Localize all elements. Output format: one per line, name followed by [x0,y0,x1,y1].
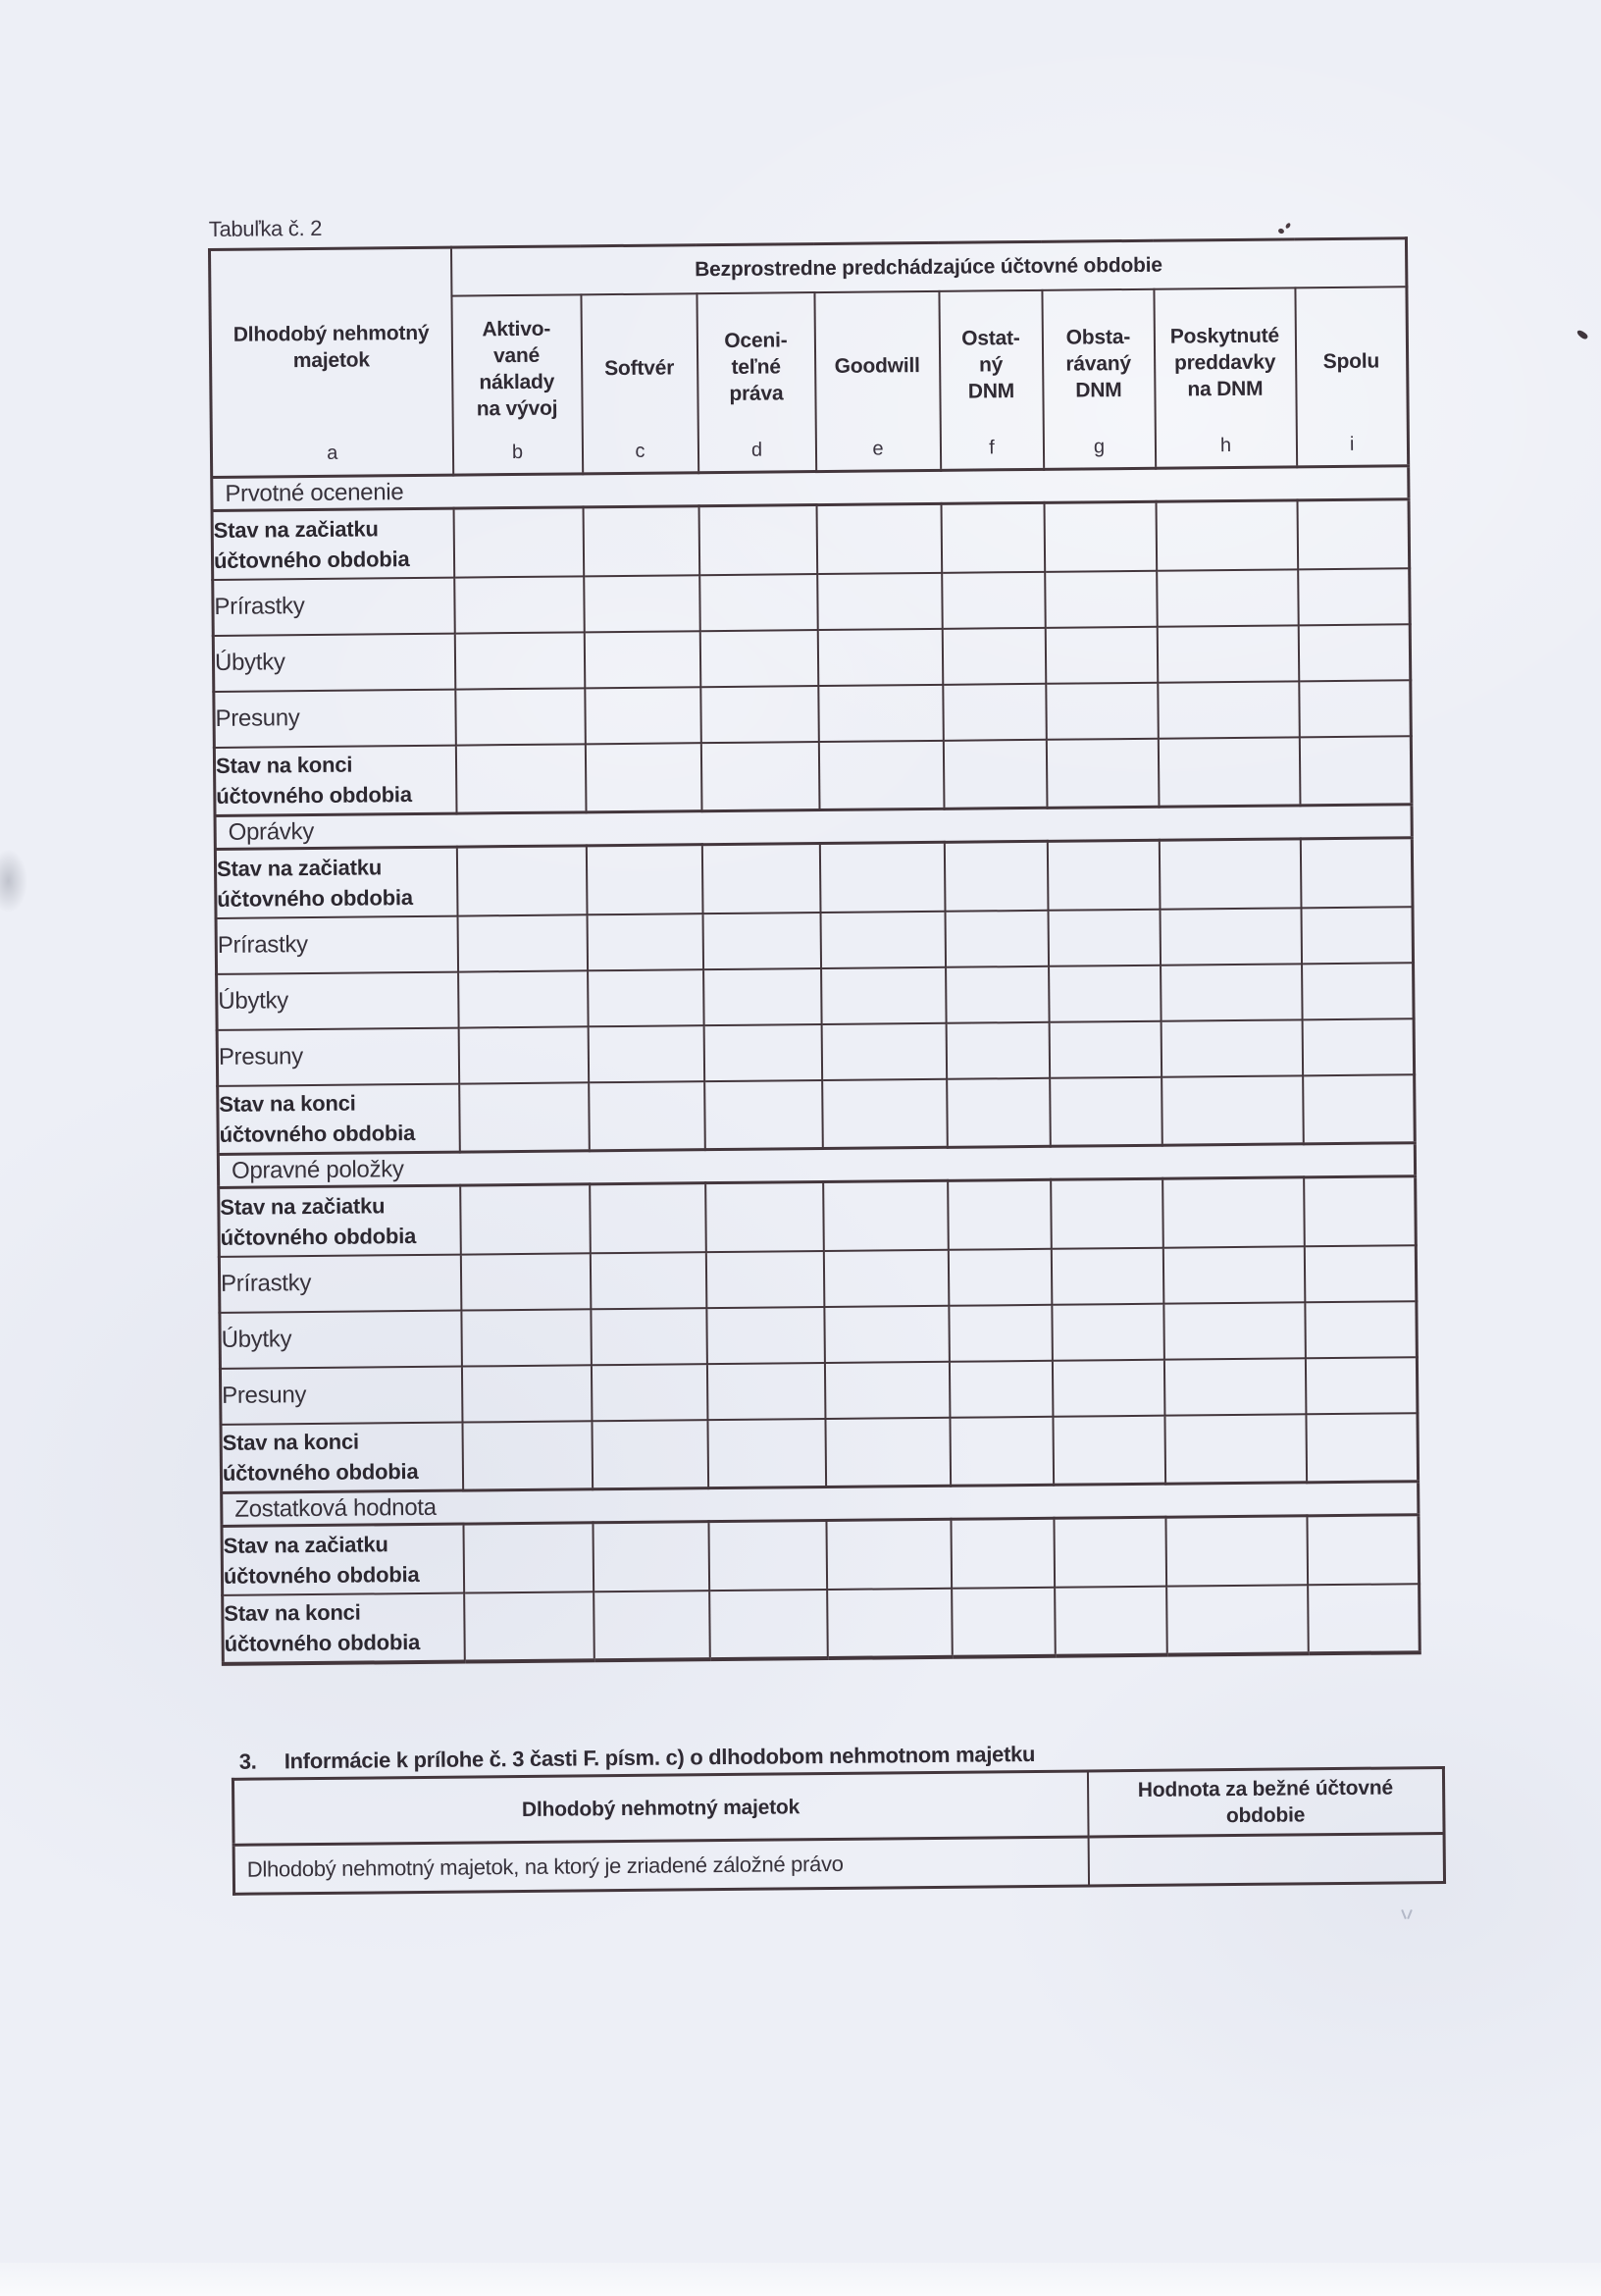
empty-cell [1161,1019,1303,1076]
scan-edge [0,2263,1601,2296]
empty-cell [593,1522,709,1592]
empty-cell [453,507,584,577]
empty-cell [1162,1177,1305,1247]
empty-cell [586,845,702,914]
empty-cell [705,1182,824,1252]
empty-cell [454,576,585,633]
row-label: Presuny [214,689,456,747]
column-letter-b: b [511,441,524,464]
empty-cell [826,1519,952,1589]
empty-cell [585,743,701,812]
empty-cell [702,913,821,969]
column-header-i [1295,287,1409,467]
row-label: Úbytky [220,1310,462,1368]
empty-cell [1297,499,1410,569]
empty-cell [594,1591,710,1660]
pledge-row-label: Dlhodobý nehmotný majetok, na ktorý je zriadené záložné právo [233,1837,1088,1894]
column-letter-c: c [635,440,646,462]
section3-heading [239,1742,1036,1775]
empty-cell [1164,1414,1307,1484]
period-header: Bezprostredne predchádzajúce účtovné obdobie [450,238,1406,296]
row-label: Stav na konci účtovného obdobia [223,1592,465,1663]
empty-cell [946,965,1050,1022]
empty-cell [947,1077,1051,1147]
column-header-h [1154,287,1297,468]
section3-number: 3. [238,1748,257,1774]
empty-cell [943,739,1047,809]
empty-cell [951,1518,1055,1588]
empty-cell [701,844,820,913]
scan-smudge [0,836,41,926]
row-label: Stav na konci účtovného obdobia [218,1083,460,1154]
empty-cell [817,628,943,685]
empty-cell [1045,626,1158,683]
section-row: Opravné položky [218,1143,1415,1188]
empty-cell [820,911,946,967]
row-label: Stav na začiatku účtovného obdobia [215,847,457,917]
empty-cell [698,505,817,575]
empty-cell [1302,963,1415,1019]
empty-cell [823,1180,949,1250]
empty-cell [1054,1517,1166,1587]
empty-cell [1156,500,1298,570]
row-label: Stav na začiatku účtovného obdobia [212,508,454,579]
empty-cell [827,1588,953,1657]
corner-header-cell [209,247,452,477]
empty-cell [457,914,588,971]
empty-cell [1300,838,1413,908]
empty-cell [824,1305,950,1362]
empty-cell [819,842,945,912]
empty-cell [589,1081,705,1151]
section-row: Oprávky [215,805,1412,850]
empty-cell [699,574,818,631]
empty-cell [1298,568,1411,625]
empty-cell [1303,1074,1416,1144]
column-letter-d: d [750,439,763,461]
column-header-label: Oceni- teľné práva [724,328,788,405]
empty-cell [1157,625,1299,682]
pledge-table [232,1766,1446,1896]
empty-cell [942,627,1046,684]
section3-title: Informácie k prílohe č. 3 časti F. písm. c) o dlhodobom nehmotnom majetku [284,1741,1036,1774]
empty-cell [590,1183,706,1253]
empty-cell [822,1078,948,1148]
empty-cell [1052,1359,1164,1416]
empty-cell [1158,737,1300,807]
empty-cell [1298,624,1411,681]
empty-cell [950,1416,1054,1486]
empty-cell [1053,1415,1165,1485]
row-label: Prírastky [219,1254,461,1312]
empty-cell [823,1249,949,1306]
empty-cell [700,742,819,811]
empty-cell [706,1307,825,1364]
column-header-b [451,294,583,475]
empty-cell [949,1304,1053,1361]
empty-cell [1051,1178,1163,1248]
empty-cell [1163,1358,1306,1415]
empty-cell [943,683,1047,740]
empty-cell [942,571,1046,628]
empty-cell [583,506,699,576]
empty-cell [591,1364,707,1421]
row-label: Presuny [217,1027,459,1085]
empty-cell [1050,1076,1162,1146]
scan-mark [1401,1909,1413,1919]
empty-cell [1049,1020,1162,1077]
empty-cell [952,1587,1056,1656]
empty-cell [462,1421,593,1490]
empty-cell [704,1080,823,1150]
corner-header-label: Dlhodobý nehmotný majetok [232,321,430,372]
empty-cell [1048,909,1161,965]
empty-cell [1047,840,1160,910]
empty-cell [455,744,586,813]
column-header-e [814,291,941,472]
column-header-g [1042,289,1156,470]
empty-cell [1157,569,1299,626]
empty-cell [821,966,947,1023]
empty-cell [1051,1247,1163,1304]
empty-cell [456,846,587,915]
column-header-f [939,290,1044,470]
row-label: Stav na konci účtovného obdobia [221,1422,463,1492]
empty-cell [700,686,819,743]
empty-cell [1158,681,1300,738]
column-header-label: Obsta- rávaný DNM [1065,325,1132,402]
column-letter-e: e [872,438,884,460]
empty-cell [707,1419,826,1488]
empty-cell [458,1026,589,1083]
pledge-col1-header: Dlhodobý nehmotný majetok [232,1771,1088,1845]
empty-cell [948,1248,1052,1305]
column-header-label: Goodwill [834,353,920,378]
empty-cell [584,631,700,688]
empty-cell [1163,1302,1306,1359]
empty-cell [1160,908,1302,965]
empty-cell [703,1024,822,1081]
empty-cell [1161,964,1303,1020]
row-label: Stav na začiatku účtovného obdobia [222,1524,464,1594]
empty-cell [1044,501,1157,571]
empty-cell [1166,1585,1309,1654]
column-header-c [581,293,698,474]
empty-cell [1045,570,1158,627]
empty-cell [592,1420,708,1489]
section-row: Prvotné ocenenie [212,466,1409,511]
empty-cell [709,1590,828,1659]
column-header-label: Spolu [1322,349,1380,373]
empty-cell [1162,1246,1305,1303]
empty-cell [821,1022,947,1079]
empty-cell [945,910,1049,966]
column-letter-g: g [1093,436,1106,458]
empty-cell [459,1082,590,1152]
column-letter-a: a [327,442,338,464]
empty-cell [1305,1301,1418,1358]
empty-cell [1162,1075,1304,1145]
empty-cell [703,968,822,1025]
empty-cell [1304,1245,1417,1302]
column-letter-i: i [1349,433,1355,455]
empty-cell [1159,839,1301,909]
column-letter-h: h [1219,434,1232,457]
column-header-d [697,292,816,473]
empty-cell [706,1363,825,1420]
empty-cell [1055,1586,1167,1655]
empty-cell [455,688,586,745]
row-label: Presuny [220,1366,462,1424]
empty-cell [1301,907,1414,964]
column-header-label: Ostat- ný DNM [961,326,1020,403]
section-row: Zostatková hodnota [222,1482,1419,1527]
row-label: Stav na začiatku účtovného obdobia [219,1185,461,1256]
empty-cell [818,740,944,809]
pledge-row-value [1088,1833,1444,1885]
empty-cell [941,502,1045,572]
row-label: Prírastky [216,915,458,973]
empty-cell [946,1021,1050,1078]
pledge-col2-header: Hodnota za bežné účtovné obdobie [1087,1767,1444,1836]
empty-cell [1299,680,1412,737]
empty-cell [825,1417,951,1487]
empty-cell [1049,965,1162,1021]
empty-cell [1305,1357,1418,1414]
empty-cell [590,1252,706,1309]
empty-cell [584,575,700,632]
column-header-label: Softvér [604,355,675,380]
empty-cell [461,1309,592,1366]
empty-cell [464,1592,594,1661]
empty-cell [705,1251,824,1308]
empty-cell [588,1025,704,1082]
empty-cell [463,1523,594,1592]
empty-cell [948,1179,1052,1249]
row-label: Prírastky [213,577,455,635]
empty-cell [1302,1018,1415,1075]
row-label: Úbytky [213,633,455,691]
empty-cell [1304,1176,1417,1246]
empty-cell [1306,1413,1419,1483]
empty-cell [708,1521,827,1591]
row-label: Úbytky [217,971,459,1029]
empty-cell [460,1253,591,1310]
column-letter-f: f [989,437,995,459]
empty-cell [816,503,942,573]
empty-cell [699,630,818,687]
column-header-label: Poskytnuté preddavky na DNM [1169,324,1280,400]
empty-cell [1308,1584,1420,1653]
empty-cell [585,687,701,744]
empty-cell [591,1308,707,1365]
column-header-label: Aktivo- vané náklady na vývoj [476,317,558,421]
empty-cell [818,684,944,741]
empty-cell [944,841,1048,911]
empty-cell [1299,736,1412,806]
empty-cell [817,572,943,629]
empty-cell [588,969,704,1026]
empty-cell [458,970,589,1027]
empty-cell [460,1184,591,1254]
intangible-assets-table [208,236,1421,1665]
empty-cell [824,1361,950,1418]
empty-cell [461,1365,592,1422]
empty-cell [1046,738,1159,808]
row-label: Stav na konci účtovného obdobia [214,745,456,815]
empty-cell [587,913,703,970]
empty-cell [1052,1303,1164,1360]
empty-cell [1307,1515,1420,1585]
empty-cell [1165,1516,1308,1586]
empty-cell [1046,682,1159,739]
empty-cell [949,1360,1053,1417]
empty-cell [454,632,585,689]
table-caption: Tabuľka č. 2 [208,215,323,241]
